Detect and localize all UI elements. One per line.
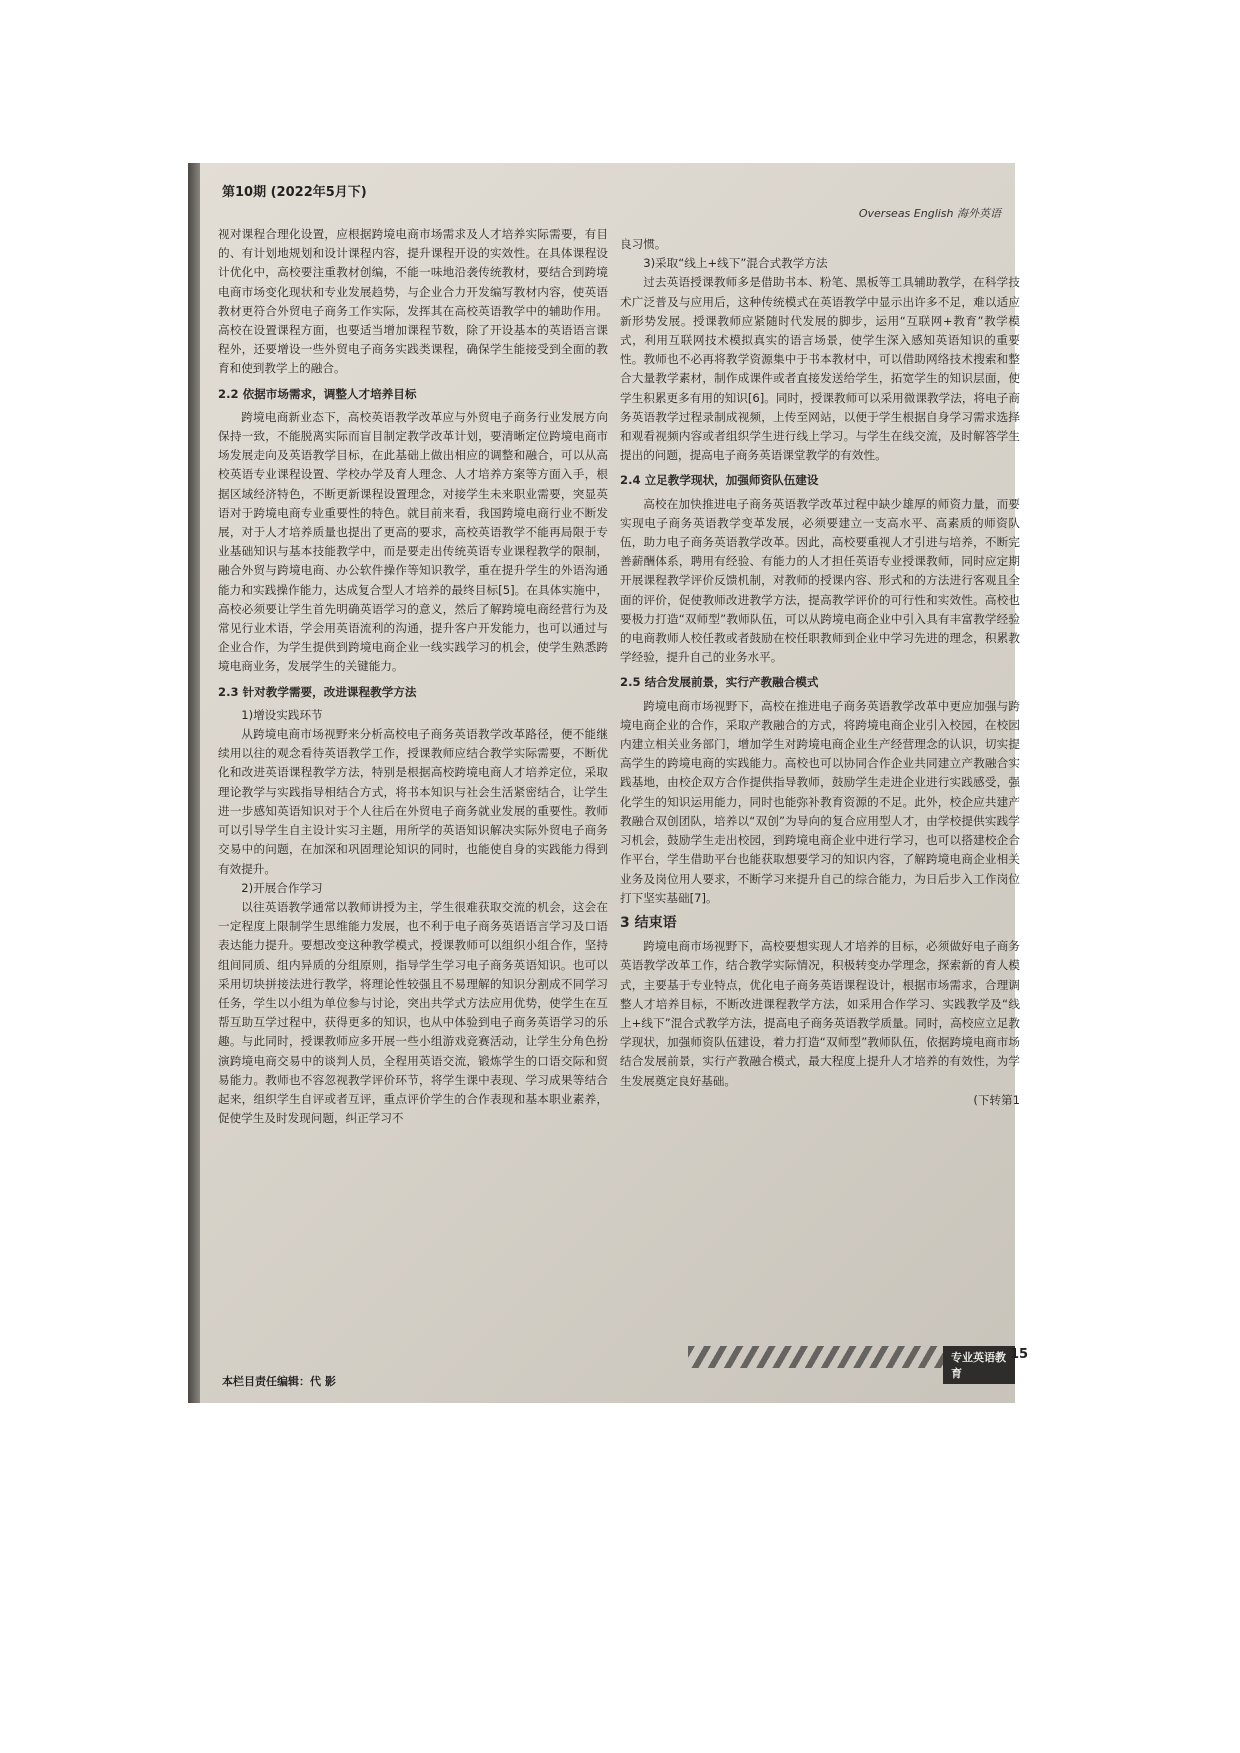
journal-name: Overseas English 海外英语 (858, 207, 1001, 220)
section-heading-2-2: 2.2 依据市场需求，调整人才培养目标 (218, 386, 417, 401)
right-column (620, 235, 1020, 1110)
subheading: 2)开展合作学习 (241, 880, 323, 895)
paragraph: 从跨境电商市场视野来分析高校电子商务英语教学改革路径，便不能继续用以往的观念看待英语教学工作，授课教师应结合教学实际需要，不断优化和改进英语课程教学方法，特别是根据高校跨境电商人才培养定位，采取理论教学与实践指导相结合方式，将书本知识与社会生活紧密结合，让学生进一步感知英语知识对于个人往后在外贸电子商务就业发展的重要性。教师可以引导学生自主设计实习主题，用所学的英语知识解决实际外贸电子商务交易中的问题，在加深和巩固理论知识的同时，也能使自身的实践能力得到有效提升。 (218, 727, 608, 876)
continued-note: (下转第1 (973, 1092, 1020, 1107)
section-heading-2-5: 2.5 结合发展前景，实行产教融合模式 (620, 675, 819, 690)
section-heading-2-3: 2.3 针对教学需要，改进课程教学方法 (218, 684, 417, 699)
issue-header: 第10期 (2022年5月下) (222, 185, 367, 200)
footer-stripes (688, 1346, 948, 1368)
section-brand: 专业英语教育 (943, 1346, 1015, 1384)
paragraph: 高校在加快推进电子商务英语教学改革过程中缺少雄厚的师资力量，而要实现电子商务英语教学变革发展，必须要建立一支高水平、高素质的师资队伍，助力电子商务英语教学改革。因此，高校要重视人才引进与培养，不断完善薪酬体系，聘用有经验、有能力的人才担任英语专业授课教师，同时应定期开展课程教学评价反馈机制，对教师的授课内容、形式和的方法进行客观且全面的评价，促使教师改进教学方法，提高教学评价的可行性和实效性。高校也要极力打造“双师型”教师队伍，可以从跨境电商企业中引入具有丰富教学经验的电商教师人校任教或者鼓励在校任职教师到企业中学习先进的理念，积累教学经验，提升自己的业务水平。 (620, 496, 1020, 665)
editor-credit: 本栏目责任编辑：代 影 (222, 1375, 336, 1388)
page-number: 15 (1010, 1347, 1029, 1362)
subheading: 1)增设实践环节 (241, 707, 323, 722)
paragraph: 以往英语教学通常以教师讲授为主，学生很难获取交流的机会，这会在一定程度上限制学生思维能力发展，也不利于电子商务英语语言学习及口语表达能力提升。要想改变这种教学模式，授课教师可以组织小组合作，坚持组间同质、组内异质的分组原则，指导学生学习电子商务英语知识。也可以采用切块拼接法进行教学，将理论性较强且不易理解的知识分割成不同学习任务，学生以小组为单位参与讨论，突出共学式方法应用优势，使学生在互帮互助互学过程中，获得更多的知识，也从中体验到电子商务英语学习的乐趣。与此同时，授课教师应多开展一些小组游戏竞赛活动，让学生分角色扮演跨境电商交易中的谈判人员，全程用英语交流，锻炼学生的口语交际和贸易能力。教师也不容忽视教学评价环节，将学生课中表现、学习成果等结合起来，组织学生自评或者互评，重点评价学生的合作表现和基本职业素养，促使学生及时发现问题，纠正学习不 (218, 899, 608, 1126)
paragraph: 跨境电商新业态下，高校英语教学改革应与外贸电子商务行业发展方向保持一致，不能脱离实际而盲目制定教学改革计划，要清晰定位跨境电商市场发展走向及英语教学目标，在此基础上做出相应的调整和融合，可以从高校英语专业课程设置、学校办学及育人理念、人才培养方案等方面入手，根据区域经济特色，不断更新课程设置理念，对接学生未来职业需要，突显英语对于跨境电商专业重要性的特色。就目前来看，我国跨境电商行业不断发展，对于人才培养质量也提出了更高的要求，高校英语教学不能再局限于专业基础知识与基本技能教学中，而是要走出传统英语专业课程教学的限制，融合外贸与跨境电商、办公软件操作等知识教学，重在提升学生的外语沟通能力和实践操作能力，达成复合型人才培养的最终目标[5]。在具体实施中，高校必须要让学生首先明确英语学习的意义，然后了解跨境电商经营行为及常见行业术语，学会用英语流利的沟通，提升客户开发能力，也可以通过与企业合作，为学生提供到跨境电商企业一线实践学习的机会，使学生熟悉跨境电商业务，发展学生的关键能力。 (218, 409, 608, 674)
binding-shadow (188, 163, 200, 1403)
magazine-page-photo (188, 163, 1029, 1403)
paragraph: 良习惯。 (620, 237, 667, 251)
paragraph: 跨境电商市场视野下，高校要想实现人才培养的目标，必须做好电子商务英语教学改革工作，结合教学实际情况，积极转变办学理念，探索新的育人模式，主要基于专业特点，优化电子商务英语课程设计，根据市场需求，合理调整人才培养目标，不断改进课程教学方法，如采用合作学习、实践教学及“线上+线下”混合式教学方法，提高电子商务英语教学质量。同时，高校应立足教学现状，加强师资队伍建设，着力打造“双师型”教师队伍，依据跨境电商市场结合发展前景，实行产教融合模式，最大程度上提升人才培养的有效性，为学生发展奠定良好基础。 (620, 939, 1020, 1088)
left-column (218, 225, 608, 1128)
subheading: 3)采取“线上+线下”混合式教学方法 (643, 256, 828, 271)
section-heading-2-4: 2.4 立足教学现状，加强师资队伍建设 (620, 473, 819, 488)
section-heading-3: 3 结束语 (620, 914, 677, 931)
paragraph: 视对课程合理化设置，应根据跨境电商市场需求及人才培养实际需要，有目的、有计划地规划和设计课程内容，提升课程开设的实效性。在具体课程设计优化中，高校要注重教材创编，不能一味地沿袭传统教材，要结合到跨境电商市场变化现状和专业发展趋势，与企业合力开发编写教材内容，使英语教材更符合外贸电子商务工作实际，发挥其在高校英语教学中的辅助作用。高校在设置课程方面，也要适当增加课程节数，除了开设基本的英语语言课程外，还要增设一些外贸电子商务实践类课程，确保学生能接受到全面的教育和使到教学上的融合。 (218, 227, 608, 376)
paragraph: 过去英语授课教师多是借助书本、粉笔、黑板等工具辅助教学，在科学技术广泛普及与应用后，这种传统模式在英语教学中显示出许多不足，难以适应新形势发展。授课教师应紧随时代发展的脚步，运用“互联网+教育”教学模式，利用互联网技术模拟真实的语言场景，使学生深入感知英语知识的重要性。教师也不必再将教学资源集中于书本教材中，可以借助网络技术搜索和整合大量教学素材，制作成课件或者直接发送给学生，拓宽学生的知识层面，使学生积累更多有用的知识[6]。同时，授课教师可以采用微课教学法，将电子商务英语教学过程录制成视频，上传至网站，以便于学生根据自身学习需求选择和观看视频内容或者组织学生进行线上学习。与学生在线交流，及时解答学生提出的问题，提高电子商务英语课堂教学的有效性。 (620, 275, 1020, 463)
paragraph: 跨境电商市场视野下，高校在推进电子商务英语教学改革中更应加强与跨境电商企业的合作，采取产教融合的方式，将跨境电商企业引入校园，在校园内建立相关业务部门，增加学生对跨境电商企业生产经营理念的认识，切实提高学生的跨境电商的实践能力。高校也可以协同合作企业共同建立产教融合实践基地，由校企双方合作提供指导教师，鼓励学生走进企业进行实践感受，强化学生的知识运用能力，同时也能弥补教育资源的不足。此外，校企应共建产教融合双创团队，培养以“双创”为导向的复合应用型人才，由学校提供实践学习机会，鼓励学生走出校园，到跨境电商企业中进行学习，也可以搭建校企合作平台，学生借助平台也能获取想要学习的知识内容，了解跨境电商企业相关业务及岗位用人要求，不断学习来提升自己的综合能力，为日后步入工作岗位打下坚实基础[7]。 (620, 698, 1020, 905)
